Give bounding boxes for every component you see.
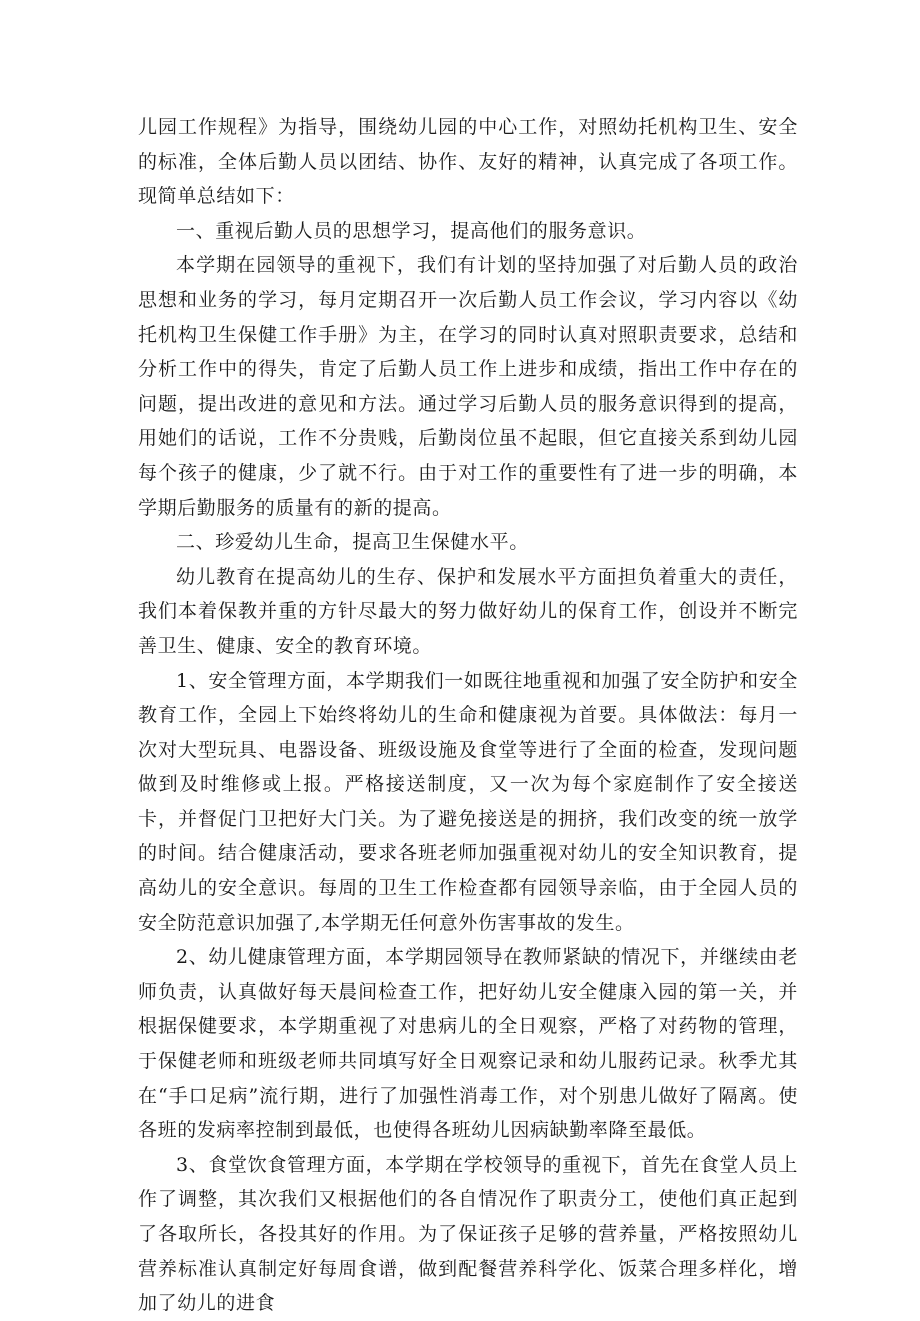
paragraph-item-1-safety: 1、安全管理方面，本学期我们一如既往地重视和加强了安全防护和安全教育工作，全园上下始终将幼儿的生命和健康视为首要。具体做法：每月一次对大型玩具、电器设备、班级设施及食堂等进行了全面的检查，发现问题做到及时维修或上报。严格接送制度，又一次为每个家庭制作了安全接送卡，并督促门卫把好大门关。为了避免接送是的拥挤，我们改变的统一放学的时间。结合健康活动，要求各班老师加强重视对幼儿的安全知识教育，提高幼儿的安全意识。每周的卫生工作检查都有园领导亲临，由于全园人员的安全防范意识加强了,本学期无任何意外伤害事故的发生。 (138, 669, 798, 934)
paragraph-intro: 儿园工作规程》为指导，围绕幼儿园的中心工作，对照幼托机构卫生、安全的标准，全体后勤人员以团结、协作、友好的精神，认真完成了各项工作。现简单总结如下： (138, 116, 798, 208)
paragraph-section-1: 本学期在园领导的重视下，我们有计划的坚持加强了对后勤人员的政治思想和业务的学习，每月定期召开一次后勤人员工作会议，学习内容以《幼托机构卫生保健工作手册》为主，在学习的同时认真对照职责要求，总结和分析工作中的得失，肯定了后勤人员工作上进步和成绩，指出工作中存在的问题，提出改进的意见和方法。通过学习后勤人员的服务意识得到的提高，用她们的话说，工作不分贵贱，后勤岗位虽不起眼，但它直接关系到幼儿园每个孩子的健康，少了就不行。由于对工作的重要性有了进一步的明确，本学期后勤服务的质量有的新的提高。 (138, 254, 798, 519)
paragraph-item-3-canteen: 3、食堂饮食管理方面，本学期在学校领导的重视下，首先在食堂人员上作了调整，其次我们又根据他们的各自情况作了职责分工，使他们真正起到了各取所长，各投其好的作用。为了保证孩子足够的营养量，严格按照幼儿营养标准认真制定好每周食谱，做到配餐营养科学化、饭菜合理多样化，增加了幼儿的进食 (138, 1153, 798, 1315)
heading-section-2: 二、珍爱幼儿生命，提高卫生保健水平。 (176, 531, 529, 554)
heading-section-1: 一、重视后勤人员的思想学习，提高他们的服务意识。 (176, 219, 647, 242)
document-body (138, 110, 798, 1321)
paragraph-item-2-health: 2、幼儿健康管理方面，本学期园领导在教师紧缺的情况下，并继续由老师负责，认真做好每天晨间检查工作，把好幼儿安全健康入园的第一关，并根据保健要求，本学期重视了对患病儿的全日观察，严格了对药物的管理，于保健老师和班级老师共同填写好全日观察记录和幼儿服药记录。秋季尤其在“手口足病”流行期，进行了加强性消毒工作，对个别患儿做好了隔离。使各班的发病率控制到最低，也使得各班幼儿因病缺勤率降至最低。 (138, 946, 798, 1142)
paragraph-section-2-intro: 幼儿教育在提高幼儿的生存、保护和发展水平方面担负着重大的责任，我们本着保教并重的方针尽最大的努力做好幼儿的保育工作，创设并不断完善卫生、健康、安全的教育环境。 (138, 565, 798, 657)
